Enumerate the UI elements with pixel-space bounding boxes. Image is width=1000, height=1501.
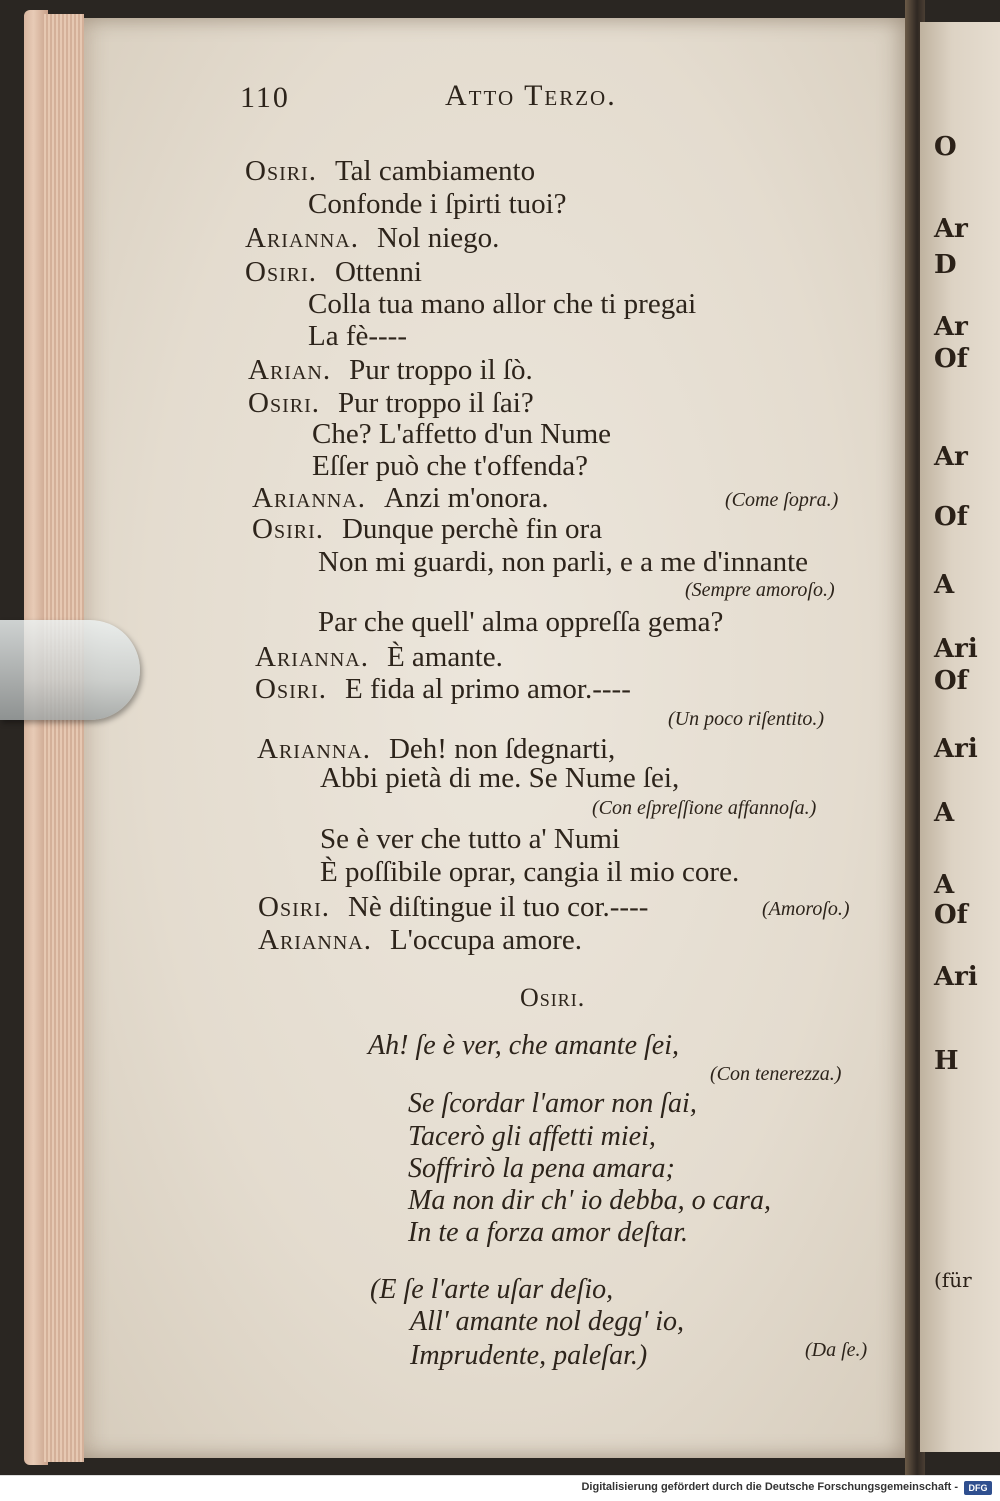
facing-page bbox=[920, 22, 1000, 1452]
aria-verse: All' amante nol degg' io, bbox=[410, 1306, 685, 1337]
aria-verse: Tacerò gli affetti miei, bbox=[408, 1121, 656, 1152]
dialogue-line bbox=[320, 856, 739, 888]
line-text: È amante. bbox=[386, 641, 503, 673]
speaker-name: Osiri. bbox=[255, 673, 327, 705]
speaker-name: Osiri. bbox=[252, 513, 324, 545]
dialogue-line bbox=[252, 513, 602, 545]
dialogue-line bbox=[245, 222, 499, 254]
facing-page-fragment: Ari bbox=[934, 634, 978, 664]
dialogue-line bbox=[245, 256, 422, 288]
page-number: 110 bbox=[240, 81, 290, 114]
facing-page-fragment: Of bbox=[934, 900, 968, 930]
speaker-name: Osiri. bbox=[248, 387, 320, 419]
funding-credit: Digitalisierung gefördert durch die Deutsche Forschungsgemeinschaft - bbox=[581, 1481, 958, 1493]
facing-page-fragment: Ar bbox=[934, 214, 968, 244]
facing-page-fragment: Of bbox=[934, 344, 968, 374]
line-text: Ottenni bbox=[334, 256, 422, 288]
dialogue-line bbox=[258, 891, 648, 923]
stage-direction: (Con eſpreſſione affannoſa.) bbox=[592, 797, 817, 819]
aria-verse: Soffrirò la pena amara; bbox=[408, 1153, 675, 1184]
speaker-name: Osiri. bbox=[245, 256, 317, 288]
line-text: Che? L'affetto d'un Nume bbox=[312, 418, 612, 450]
facing-page-fragment: D bbox=[934, 250, 957, 280]
speaker-name: Arianna. bbox=[257, 733, 371, 765]
line-text: Par che quell' alma oppreſſa gema? bbox=[318, 606, 724, 638]
dialogue-line bbox=[318, 606, 723, 638]
speaker-name: Arianna. bbox=[252, 482, 366, 514]
line-text: È poſſibile oprar, cangia il mio core. bbox=[320, 856, 740, 888]
line-text: Pur troppo il ſò. bbox=[349, 354, 533, 386]
speaker-name: Arianna. bbox=[255, 641, 369, 673]
facing-page-fragment: A bbox=[934, 870, 955, 900]
line-text: La fè---- bbox=[308, 320, 407, 352]
aria-verse: Ma non dir ch' io debba, o cara, bbox=[408, 1185, 771, 1216]
aria-verse: (E ſe l'arte uſar deſio, bbox=[370, 1274, 614, 1305]
stage-direction: (Da ſe.) bbox=[805, 1339, 868, 1361]
dialogue-line bbox=[252, 482, 549, 514]
speaker-name: Arian. bbox=[248, 354, 332, 386]
line-text: Confonde i ſpirti tuoi? bbox=[308, 188, 567, 220]
line-text: L'occupa amore. bbox=[389, 924, 582, 956]
facing-page-fragment: Of bbox=[934, 666, 968, 696]
line-text: Eſſer può che t'offenda? bbox=[312, 450, 589, 482]
dialogue-line bbox=[308, 188, 567, 220]
facing-page-fragment: H bbox=[934, 1046, 959, 1076]
line-text: Non mi guardi, non parli, e a me d'innante bbox=[318, 546, 809, 578]
dialogue-line bbox=[248, 354, 533, 386]
dialogue-line bbox=[308, 288, 696, 320]
line-text: Dunque perchè fin ora bbox=[341, 513, 603, 545]
stage-direction: (Un poco riſentito.) bbox=[668, 708, 825, 730]
facing-page-fragment: Of bbox=[934, 502, 968, 532]
aria-speaker: Osiri. bbox=[520, 983, 586, 1012]
facing-page-fragment: Ar bbox=[934, 442, 968, 472]
dialogue-line bbox=[258, 924, 582, 956]
line-text: Pur troppo il ſai? bbox=[337, 387, 534, 419]
line-text: Tal cambiamento bbox=[334, 155, 536, 187]
dialogue-line bbox=[245, 155, 535, 187]
facing-page-fragment: Ar bbox=[934, 312, 968, 342]
dialogue-line bbox=[312, 418, 611, 450]
dialogue-line bbox=[320, 823, 620, 855]
speaker-name: Osiri. bbox=[245, 155, 317, 187]
line-text: Abbi pietà di me. Se Nume ſei, bbox=[320, 762, 680, 794]
aria-verse: Imprudente, paleſar.) bbox=[410, 1340, 648, 1371]
dialogue-line bbox=[248, 387, 534, 419]
line-text: Colla tua mano allor che ti pregai bbox=[308, 288, 697, 320]
speaker-name: Arianna. bbox=[245, 222, 359, 254]
line-text: Nol niego. bbox=[376, 222, 500, 254]
stage-direction: (Amoroſo.) bbox=[762, 898, 850, 920]
line-text: Anzi m'onora. bbox=[383, 482, 549, 514]
dialogue-line bbox=[257, 733, 615, 765]
aria-verse: In te a forza amor deſtar. bbox=[408, 1217, 688, 1248]
facing-page-fragment: O bbox=[934, 132, 957, 162]
running-title: Atto Terzo. bbox=[445, 79, 617, 112]
dialogue-line bbox=[255, 641, 503, 673]
stage-direction: (Con tenerezza.) bbox=[710, 1063, 842, 1085]
line-text: E fida al primo amor.---- bbox=[344, 673, 631, 705]
speaker-name: Arianna. bbox=[258, 924, 372, 956]
aria-verse: Ah! ſe è ver, che amante ſei, bbox=[368, 1030, 679, 1061]
facing-page-fragment: A bbox=[934, 570, 955, 600]
dialogue-line bbox=[255, 673, 631, 705]
facing-page-fragment: (für bbox=[934, 1268, 972, 1292]
line-text: Nè diſtingue il tuo cor.---- bbox=[347, 891, 649, 923]
stage-direction: (Come ſopra.) bbox=[725, 489, 839, 511]
line-text: Deh! non ſdegnarti, bbox=[388, 733, 616, 765]
facing-page-fragment: Ari bbox=[934, 734, 978, 764]
speaker-name: Osiri. bbox=[258, 891, 330, 923]
dialogue-line bbox=[320, 762, 679, 794]
dfg-logo: DFG bbox=[964, 1481, 992, 1495]
dialogue-line bbox=[312, 450, 588, 482]
facing-page-fragment: Ari bbox=[934, 962, 978, 992]
footer-bar bbox=[0, 1475, 1000, 1501]
facing-page-fragment: A bbox=[934, 798, 955, 828]
line-text: Se è ver che tutto a' Numi bbox=[320, 823, 620, 855]
dialogue-line bbox=[308, 320, 407, 352]
stage-direction: (Sempre amoroſo.) bbox=[685, 579, 835, 601]
aria-verse: Se ſcordar l'amor non ſai, bbox=[408, 1088, 697, 1119]
